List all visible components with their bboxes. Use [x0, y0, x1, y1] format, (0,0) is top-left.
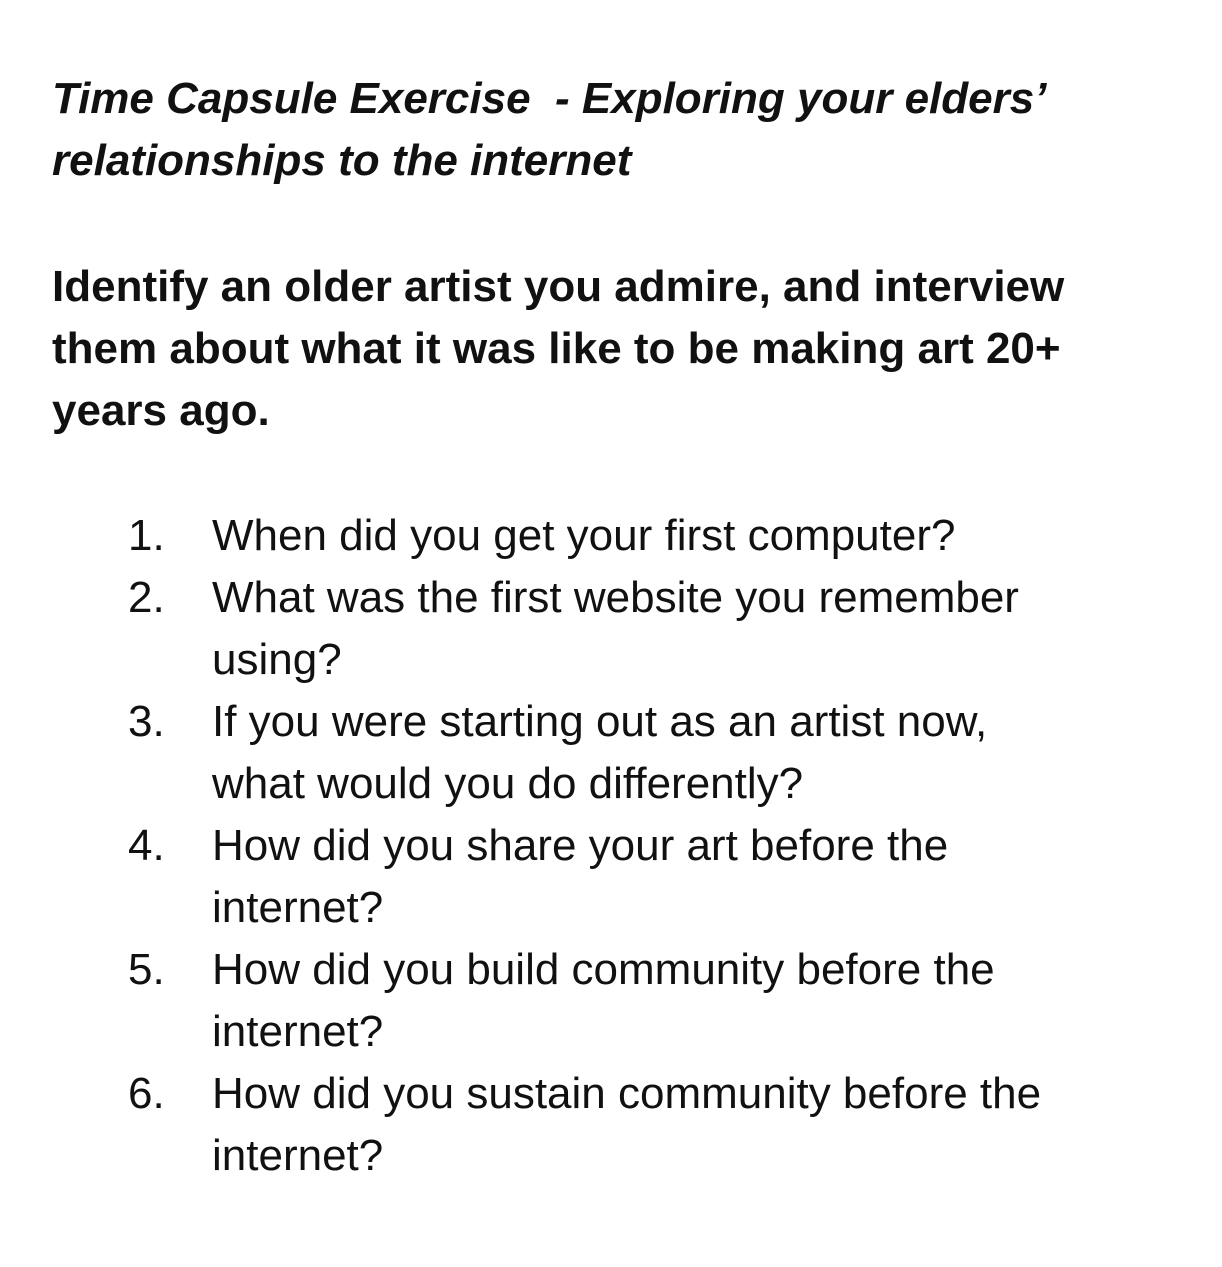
- list-item-2: [128, 567, 1198, 691]
- list-item-6: [128, 1063, 1198, 1187]
- list-item-3: [128, 691, 1198, 815]
- instruction-line-1: Identify an older artist you admire, and interview: [52, 262, 1065, 311]
- list-number: 4.: [128, 821, 165, 870]
- question-text-continued: what would you do differently?: [212, 759, 804, 808]
- question-text-continued: internet?: [212, 1131, 384, 1180]
- list-number: 1.: [128, 511, 165, 560]
- list-item-5: [128, 939, 1198, 1063]
- instruction-line-2: them about what it was like to be making art 20+: [52, 324, 1061, 373]
- list-number: 6.: [128, 1069, 165, 1118]
- title-line-2: relationships to the internet: [52, 136, 632, 185]
- question-text: What was the first website you remember: [212, 573, 1019, 622]
- list-item-1: [128, 505, 1198, 567]
- list-number: 5.: [128, 945, 165, 994]
- instruction-paragraph: [52, 256, 1202, 442]
- question-text-continued: internet?: [212, 1007, 384, 1056]
- list-number: 3.: [128, 697, 165, 746]
- title-line-1: Time Capsule Exercise - Exploring your elders’: [52, 74, 1047, 123]
- question-text: When did you get your first computer?: [212, 511, 956, 560]
- question-text: How did you share your art before the: [212, 821, 949, 870]
- question-text: If you were starting out as an artist now,: [212, 697, 988, 746]
- list-item-4: [128, 815, 1198, 939]
- question-text: How did you sustain community before the: [212, 1069, 1042, 1118]
- instruction-line-3: years ago.: [52, 386, 270, 435]
- document-title: [52, 68, 1192, 192]
- question-text-continued: using?: [212, 635, 342, 684]
- question-list: [128, 505, 1198, 1187]
- question-text-continued: internet?: [212, 883, 384, 932]
- list-number: 2.: [128, 573, 165, 622]
- question-text: How did you build community before the: [212, 945, 995, 994]
